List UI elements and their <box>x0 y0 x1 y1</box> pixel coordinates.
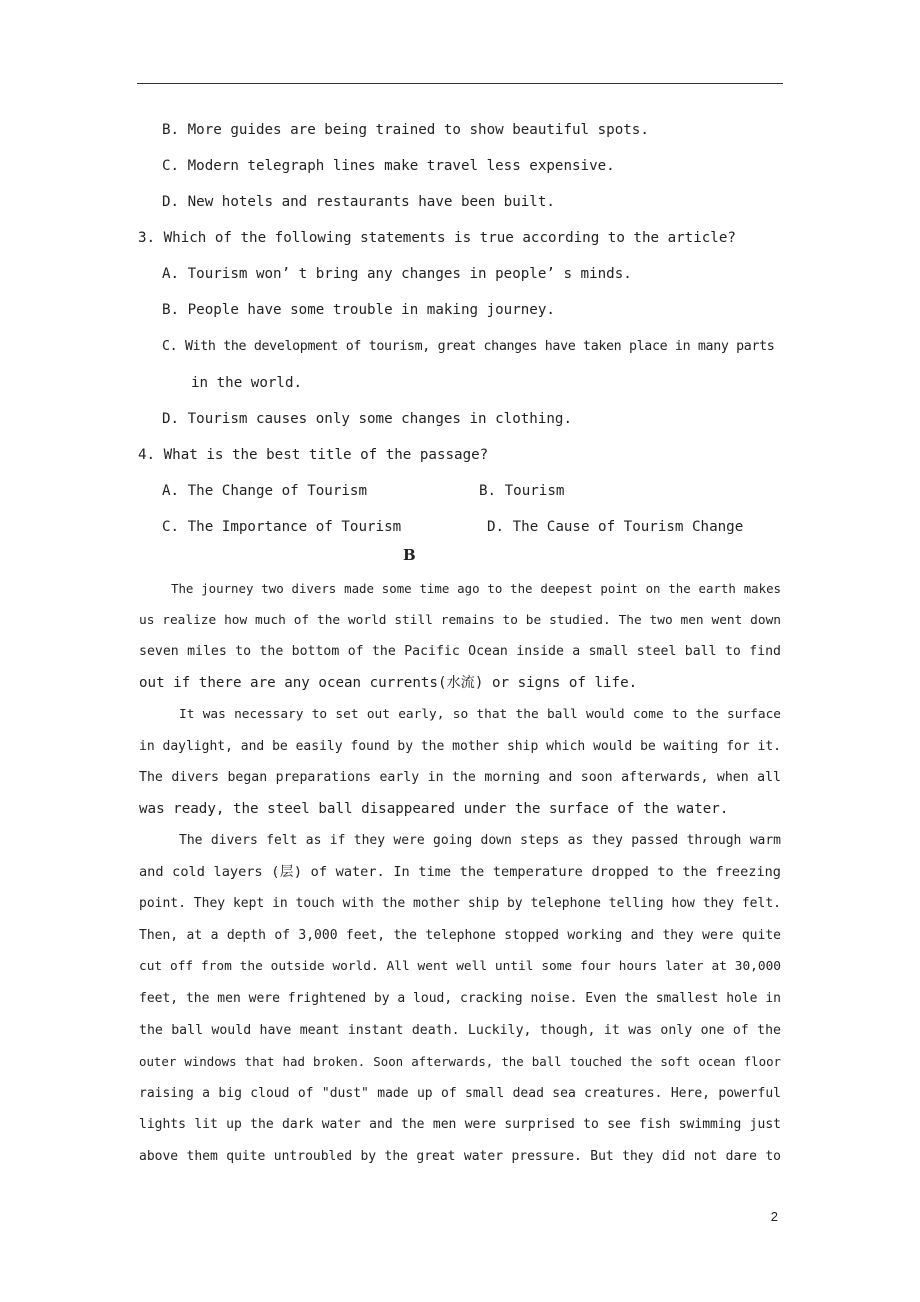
page-number: 2 <box>770 1209 778 1224</box>
q2-option-b: B. More guides are being trained to show beautiful spots. <box>162 122 649 138</box>
q3-option-d: D. Tourism causes only some changes in clothing. <box>162 411 572 427</box>
paragraph-line: Then, at a depth of 3,000 feet, the telephone stopped working and they were quite <box>139 927 781 943</box>
paragraph-line: lights lit up the dark water and the men were surprised to see fish swimming just <box>139 1117 781 1133</box>
q2-option-c: C. Modern telegraph lines make travel less expensive. <box>162 158 615 174</box>
q4-option-a: A. The Change of Tourism <box>162 483 367 499</box>
section-heading: B <box>403 546 416 564</box>
paragraph-line: outer windows that had broken. Soon afterwards, the ball touched the soft ocean floor <box>139 1054 781 1070</box>
paragraph-line: raising a big cloud of "dust" made up of small dead sea creatures. Here, powerful <box>139 1085 781 1101</box>
q3-option-c: C. With the development of tourism, great changes have taken place in many parts <box>162 339 775 354</box>
q3-option-c-continued: in the world. <box>191 375 303 391</box>
paragraph-line: above them quite untroubled by the great water pressure. But they did not dare to <box>139 1148 781 1164</box>
paragraph-line: and cold layers (层) of water. In time the temperature dropped to the freezing <box>139 863 781 880</box>
paragraph-line: The journey two divers made some time ago to the deepest point on the earth makes <box>171 581 781 596</box>
paragraph-line: point. They kept in touch with the mother ship by telephone telling how they felt. <box>139 896 781 912</box>
q3-option-b: B. People have some trouble in making journey. <box>162 302 555 318</box>
paragraph-line: It was necessary to set out early, so that the ball would come to the surface <box>179 707 781 722</box>
paragraph-line: The divers felt as if they were going down steps as they passed through warm <box>179 833 781 848</box>
paragraph-line: feet, the men were frightened by a loud, cracking noise. Even the smallest hole in <box>139 990 781 1006</box>
paragraph-line: cut off from the outside world. All went well until some four hours later at 30,000 <box>139 959 781 975</box>
header-rule <box>137 83 783 84</box>
q4-option-d: D. The Cause of Tourism Change <box>487 519 744 535</box>
paragraph-line: us realize how much of the world still remains to be studied. The two men went down <box>139 612 781 628</box>
paragraph-line: was ready, the steel ball disappeared under the surface of the water. <box>139 800 729 817</box>
paragraph-line: out if there are any ocean currents(水流) or signs of life. <box>139 674 638 691</box>
passage-paragraph-2 <box>139 699 781 825</box>
passage-paragraph-3 <box>139 825 781 1173</box>
paragraph-line: the ball would have meant instant death. Luckily, though, it was only one of the <box>139 1022 781 1038</box>
q4-option-c: C. The Importance of Tourism <box>162 519 402 535</box>
q3-option-a: A. Tourism won’ t bring any changes in people’ s minds. <box>162 266 632 282</box>
q3-stem: 3. Which of the following statements is true according to the article? <box>138 230 736 246</box>
q4-option-b: B. Tourism <box>479 483 565 499</box>
paragraph-line: The divers began preparations early in the morning and soon afterwards, when all <box>139 770 781 786</box>
passage-paragraph-1 <box>139 573 781 699</box>
paragraph-line: in daylight, and be easily found by the mother ship which would be waiting for it. <box>139 738 781 754</box>
paragraph-line: seven miles to the bottom of the Pacific Ocean inside a small steel ball to find <box>139 644 781 660</box>
q4-stem: 4. What is the best title of the passage? <box>138 447 489 463</box>
q2-option-d: D. New hotels and restaurants have been built. <box>162 194 555 210</box>
